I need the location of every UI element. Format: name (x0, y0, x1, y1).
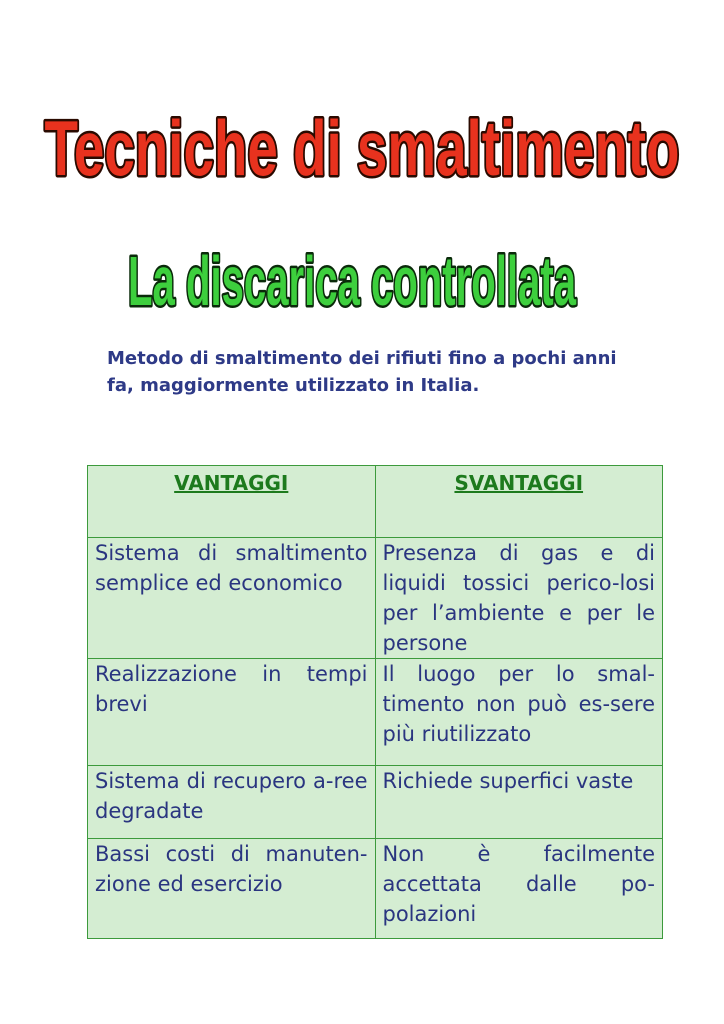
disadvantage-cell: Non è facilmente accettata dalle po-polazioni (375, 839, 663, 939)
disadvantage-cell: Richiede superfici vaste (375, 766, 663, 839)
table-row (88, 766, 663, 839)
disadvantage-cell: Presenza di gas e di liquidi tossici perico-losi per l’ambiente e per le persone (375, 538, 663, 659)
table-header-row (88, 466, 663, 538)
table-row (88, 659, 663, 766)
advantage-cell: Sistema di smaltimento semplice ed economico (88, 538, 376, 659)
disadvantage-cell: Il luogo per lo smal-timento non può es-sere più riutilizzato (375, 659, 663, 766)
header-vantaggi: VANTAGGI (88, 466, 376, 538)
title-banner (0, 0, 724, 340)
intro-paragraph: Metodo di smaltimento dei rifiuti fino a pochi anni fa, maggiormente utilizzato in Italia. (107, 348, 617, 396)
comparison-table (87, 465, 663, 939)
main-title: Tecniche di smaltimento (44, 104, 680, 192)
table-row (88, 538, 663, 659)
table-row (88, 839, 663, 939)
advantage-cell: Bassi costi di manuten-zione ed esercizio (88, 839, 376, 939)
advantage-cell: Realizzazione in tempi brevi (88, 659, 376, 766)
header-svantaggi: SVANTAGGI (375, 466, 663, 538)
subtitle: La discarica controllata (128, 242, 577, 320)
advantage-cell: Sistema di recupero a-ree degradate (88, 766, 376, 839)
